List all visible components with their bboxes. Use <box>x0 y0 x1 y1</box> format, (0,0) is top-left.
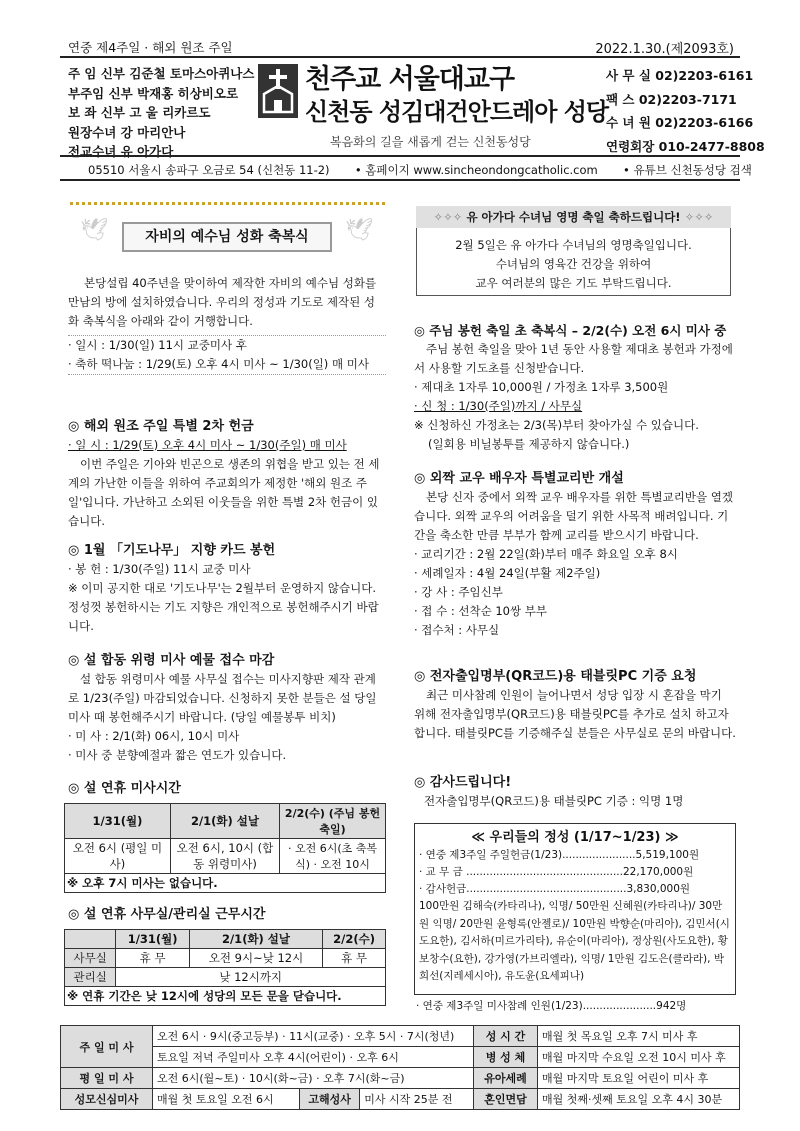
schedule-value: 매월 마지막 수요일 오전 10시 미사 후 <box>537 1047 739 1068</box>
table-cell: 낮 12시까지 <box>116 968 386 987</box>
offering-title: ≪ 우리들의 정성 (1/17~1/23) ≫ <box>471 830 679 845</box>
blessing-item: · 축하 떡나눔 : 1/29(토) 오후 4시 미사 ~ 1/30(일) 매 미사 <box>68 357 369 371</box>
table-cell: · 오전 6시(초 축복식) · 오전 10시 <box>280 839 386 874</box>
table-note: ※ 오후 7시 미사는 없습니다. <box>65 874 386 893</box>
offering-item: · 감사헌금................................................3,830,000원 <box>419 883 691 895</box>
clergy-line: 부주임 신부 박재홍 히상비오로 <box>68 85 239 101</box>
section-title: ◎ 외짝 교우 배우자 특별교리반 개설 <box>414 471 624 486</box>
section-item: · 제대초 1자루 10,000원 / 가정초 1자루 3,500원 <box>414 380 669 394</box>
section-item: · 교리기간 : 2월 22일(화)부터 매주 화요일 오후 8시 <box>414 547 678 561</box>
issue-title: 연중 제4주일 · 해외 원조 주일 <box>68 40 233 55</box>
feast-day-title <box>416 206 731 228</box>
schedule-label: 혼인면담 <box>473 1089 537 1110</box>
feast-line: 수녀님의 영육간 건강을 위하여 <box>495 257 652 271</box>
table-header: 2/2(수) <box>323 930 386 949</box>
funeral-phone: 연령회장 010-2477-8808 <box>606 138 765 154</box>
table-header: 1/31(월) <box>116 930 189 949</box>
section-text: ※ 이미 공지한 대로 '기도나무'는 2월부터 운영하지 않습니다. 정성껏 봉헌하시는 기도 지향은 개인적으로 봉헌해주시기 바랍니다. <box>68 581 379 633</box>
section-text: 최근 미사참례 인원이 늘어나면서 성당 입장 시 혼잡을 막기 위해 전자출입명부(QR코드)용 태블릿PC를 추가로 설치 하고자 합니다. 태블릿PC를 기증해주실 분들은 사무실로 문의 바랍니다. <box>414 688 736 740</box>
schedule-label: 주 일 미 사 <box>61 1026 153 1068</box>
section-item: ※ 신청하신 가정초는 2/3(목)부터 찾아가실 수 있습니다. <box>414 418 699 432</box>
section-title: ◎ 1월 「기도나무」 지향 카드 봉헌 <box>68 543 276 558</box>
church-name <box>305 64 608 128</box>
table-cell: 오전 6시, 10시 (합동 위령미사) <box>170 839 279 874</box>
address-bar <box>60 155 752 181</box>
tablet-donation-section <box>414 667 736 743</box>
church-logo-icon <box>258 64 298 118</box>
section-item: · 강 사 : 주임신부 <box>414 585 503 599</box>
memorial-mass-section <box>68 651 386 765</box>
blessing-banner <box>70 196 385 270</box>
section-title: ◎ 전자출입명부(QR코드)용 태블릿PC 기증 요청 <box>414 669 697 684</box>
table-header: 2/1(화) 설날 <box>189 930 322 949</box>
table-cell: 오전 9시~낮 12시 <box>189 949 322 968</box>
blessing-item: · 일시 : 1/30(일) 11시 교중미사 후 <box>68 338 247 352</box>
table-note: ※ 연휴 기간은 낮 12시에 성당의 모든 문을 닫습니다. <box>65 987 386 1006</box>
office-hours-table <box>64 929 386 1006</box>
clergy-line: 전교수녀 유 아가다 <box>68 144 174 159</box>
schedule-label: 유아세례 <box>473 1068 537 1089</box>
schedule-value: 매월 마지막 토요일 어린이 미사 후 <box>537 1068 739 1089</box>
section-item: · 미사 중 분향예절과 짧은 연도가 있습니다. <box>68 748 287 762</box>
top-bar <box>60 36 740 58</box>
candle-blessing-section <box>414 321 736 454</box>
office-fax: 팩 스 02)2203-7171 <box>606 91 737 107</box>
church-name-line2: 신천동 성김대건안드레아 성당 <box>305 98 609 126</box>
schedule-value: 매월 첫 목요일 오후 7시 미사 후 <box>537 1026 739 1047</box>
section-item: · 접 수 : 선착순 10쌍 부부 <box>414 604 547 618</box>
mass-schedule-table <box>60 1025 740 1110</box>
sparkle-icon: ✧✧✧ <box>680 210 714 224</box>
section-title: ◎ 설 연휴 미사시간 <box>68 781 181 796</box>
catechism-section <box>414 469 736 640</box>
youtube-link[interactable]: • 유튜브 신천동성당 검색 <box>623 163 752 177</box>
issue-date: 2022.1.30.(제2093호) <box>595 42 734 57</box>
schedule-label: 고해성사 <box>299 1089 359 1110</box>
section-item: · 봉 헌 : 1/30(주일) 11시 교중 미사 <box>68 562 251 576</box>
clergy-list <box>68 64 254 162</box>
banner-title: 자비의 예수님 성화 축복식 <box>122 222 332 252</box>
table-header: 2/1(화) 설날 <box>170 804 279 839</box>
row-label: 관리실 <box>65 968 116 987</box>
clergy-line: 주 임 신부 김준철 토마스아퀴나스 <box>68 66 255 81</box>
holiday-mass-table <box>64 803 386 893</box>
table-cell: 오전 6시 (평일 미사) <box>65 839 171 874</box>
holiday-mass-section <box>68 779 386 798</box>
table-corner <box>65 930 116 949</box>
section-text: 설 합동 위령미사 예물 사무실 접수는 미사지향판 제작 관계로 1/23(주일) 마감되었습니다. 신청하지 못한 분들은 설 당일 미사 때 봉헌해주시기 바랍니다. (당일 예물봉투 비치) <box>68 672 377 724</box>
section-title: ◎ 설 합동 위령 미사 예물 접수 마감 <box>68 653 275 668</box>
table-header: 1/31(월) <box>65 804 171 839</box>
feast-line: 2월 5일은 유 아가다 수녀님의 영명축일입니다. <box>455 238 692 252</box>
schedule-label: 평 일 미 사 <box>61 1068 153 1089</box>
section-text: 주님 봉헌 축일을 맞아 1년 동안 사용할 제대초 봉헌과 가정에서 사용할 기도초를 신청받습니다. <box>414 342 733 375</box>
section-item: · 접수처 : 사무실 <box>414 623 500 637</box>
offering-box <box>414 823 736 995</box>
schedule-value: 매월 첫째·셋째 토요일 오후 4시 30분 <box>537 1089 739 1110</box>
sparkle-icon: ✧✧✧ <box>433 210 467 224</box>
schedule-value: 오전 6시(월~토) · 10시(화~금) · 오후 7시(화~금) <box>153 1068 474 1089</box>
table-cell: 휴 무 <box>323 949 386 968</box>
section-item: · 신 청 : 1/30(주일)까지 / 사무실 <box>414 399 583 413</box>
blessing-text: 본당설립 40주년을 맞이하여 제작한 자비의 예수님 성화를 만남의 방에 설치하였습니다. 우리의 정성과 기도로 제작된 성화 축복식을 아래와 같이 거행합니다. <box>68 276 377 328</box>
schedule-value: 오전 6시 · 9시(중고등부) · 11시(교중) · 오후 5시 · 7시(청년) <box>153 1026 474 1047</box>
section-title: ◎ 주님 봉헌 축일 초 축복식 – 2/2(수) 오전 6시 미사 중 <box>414 323 727 338</box>
section-text: 이번 주일은 기아와 빈곤으로 생존의 위협을 받고 있는 전 세계의 가난한 이들을 위하여 주교회의가 제정한 '해외 원조 주일'입니다. 가난하고 소외된 이웃들을 위한 특별 2차 헌금이 있습니다. <box>68 457 380 528</box>
section-title: ◎ 해외 원조 주일 특별 2차 헌금 <box>68 419 254 434</box>
clergy-line: 원장수녀 강 마리안나 <box>68 124 186 140</box>
section-item: (일회용 비닐봉투를 제공하지 않습니다.) <box>428 437 630 451</box>
section-text: 본당 신자 중에서 외짝 교우 배우자를 위한 특별교리반을 열겠습니다. 외짝 교우의 어려움을 덜기 위한 사목적 배려입니다. 기간을 축소한 만큼 부부가 함께 교리를 받으시기 바랍니다. <box>414 490 733 542</box>
section-text: 전자출입명부(QR코드)용 태블릿PC 기증 : 익명 1명 <box>424 794 684 808</box>
feast-day-title-text: 유 아가다 수녀님 영명 축일 축하드립니다! <box>466 210 681 224</box>
schedule-value: 미사 시작 25분 전 <box>360 1089 474 1110</box>
church-motto: 복음화의 길을 새롭게 걷는 신천동성당 <box>330 135 531 149</box>
schedule-label: 성모신심미사 <box>61 1089 153 1110</box>
schedule-value: 매월 첫 토요일 오전 6시 <box>153 1089 300 1110</box>
church-name-line1: 천주교 서울대교구 <box>305 64 515 95</box>
overseas-aid-section <box>68 417 386 531</box>
feast-line: 교우 여러분의 많은 기도 부탁드립니다. <box>475 276 672 290</box>
attendance-count: · 연중 제3주일 미사참례 인원(1/23)......................942명 <box>416 1000 687 1012</box>
prayer-tree-section <box>68 541 386 636</box>
thanks-section <box>414 773 736 811</box>
section-title: ◎ 감사드립니다! <box>414 775 512 790</box>
collection-date: · 일 시 : 1/29(토) 오후 4시 미사 ~ 1/30(주일) 매 미사 <box>68 438 347 452</box>
address: 05510 서울시 송파구 오금로 54 (신천동 11-2) <box>88 163 330 177</box>
section-item: · 미 사 : 2/1(화) 06시, 10시 미사 <box>68 729 240 743</box>
schedule-value: 토요일 저녁 주일미사 오후 4시(어린이) · 오후 6시 <box>153 1047 474 1068</box>
schedule-label: 병 성 체 <box>473 1047 537 1068</box>
homepage-link[interactable]: • 홈페이지 www.sincheondongcatholic.com <box>354 163 598 177</box>
office-contacts <box>606 64 765 158</box>
blessing-section <box>68 274 386 375</box>
dove-icon: 🕊 <box>345 218 373 243</box>
section-item: · 세례일자 : 4월 24일(부활 제2주일) <box>414 566 601 580</box>
row-label: 사무실 <box>65 949 116 968</box>
donor-list: 100만원 김해숙(카타리나), 익명/ 50만원 신혜원(카타리나)/ 30만원 익명/ 20만원 윤형록(안젤로)/ 10만원 박향순(마리아), 김민서(시도요한), 김서하(미르가리타), 유순이(마리아), 정상원(사도요한), 황보창수(요한), 강가영(가브리엘라), 익명/ 1만원 김도은(클라라), 박희선(지레세시아), 유도윤(요세피나) <box>419 900 730 982</box>
offering-item: · 연중 제3주일 주일헌금(1/23)......................5,519,100원 <box>419 849 700 861</box>
table-cell: 휴 무 <box>116 949 189 968</box>
section-title: ◎ 설 연휴 사무실/관리실 근무시간 <box>68 907 266 922</box>
offering-item: · 교 무 금 ...............................................22,170,000원 <box>419 866 694 878</box>
convent-phone: 수 녀 원 02)2203-6166 <box>606 115 754 130</box>
dove-icon: 🕊 <box>80 218 108 243</box>
garland-decoration <box>70 202 385 212</box>
office-phone: 사 무 실 02)2203-6161 <box>606 68 754 83</box>
table-header: 2/2(수) (주님 봉헌 축일) <box>280 804 386 839</box>
feast-day-text <box>416 236 731 293</box>
office-hours-section <box>68 905 386 924</box>
clergy-line: 보 좌 신부 고 울 리카르도 <box>68 105 211 120</box>
schedule-label: 성 시 간 <box>473 1026 537 1047</box>
